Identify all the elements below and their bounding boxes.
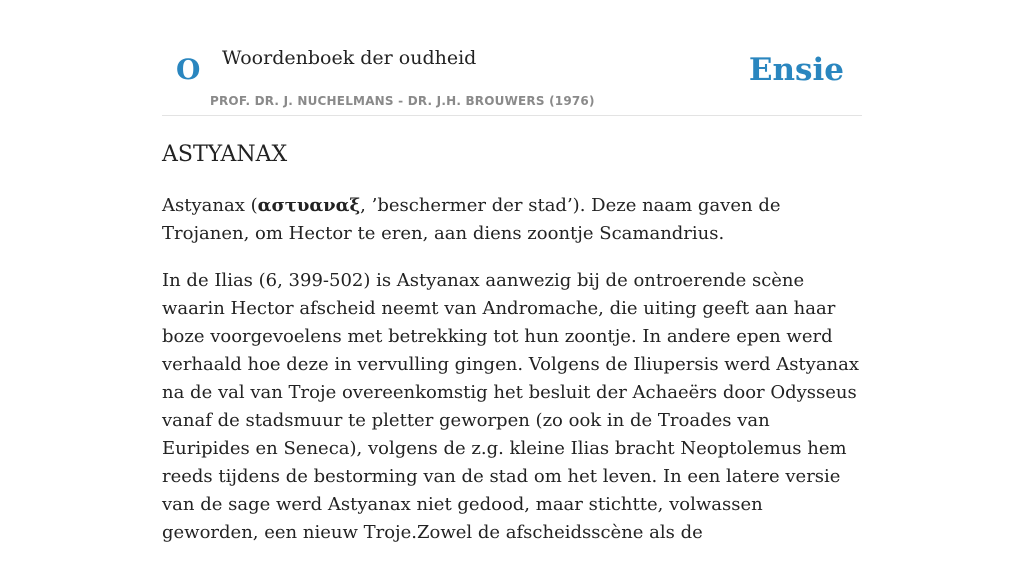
index-letter[interactable]: O xyxy=(176,53,201,86)
article-paragraph: In de Ilias (6, 399-502) is Astyanax aanwezig bij de ontroerende scène waarin Hector afscheid neemt van Andromache, die uiting geeft aan haar boze voorgevoelens met betrekking tot hun zoontje. In andere epen werd verhaald hoe deze in vervulling gingen. Volgens de Iliupersis werd Astyanax na de val van Troje overeenkomstig het besluit der Achaeërs door Odysseus vanaf de stadsmuur te pletter geworpen (zo ook in de Troades van Euripides en Seneca), volgens de z.g. kleine Ilias bracht Neoptolemus hem reeds tijdens de bestorming van de stad om het leven. In een latere versie van de sage werd Astyanax niet gedood, maar stichtte, volwassen geworden, een nieuw Troje.Zowel de afscheidsscène als de xyxy=(162,270,860,543)
paragraph-text-start: Astyanax ( xyxy=(162,195,258,216)
ensie-logo[interactable]: Ensie xyxy=(748,52,844,88)
paragraph-text-end: , ’beschermer der stad’). Deze naam gaven de Trojanen, om Hector te eren, aan diens zoontje Scamandrius. xyxy=(162,195,781,244)
lemma-title: ASTYANAX xyxy=(162,142,288,167)
article-paragraph xyxy=(162,192,862,248)
book-title[interactable]: Woordenboek der oudheid xyxy=(222,47,477,69)
article-body xyxy=(162,192,862,566)
book-authors: PROF. DR. J. NUCHELMANS - DR. J.H. BROUWERS (1976) xyxy=(210,94,595,108)
header xyxy=(162,0,862,116)
greek-term: αστυαναξ xyxy=(257,195,361,216)
